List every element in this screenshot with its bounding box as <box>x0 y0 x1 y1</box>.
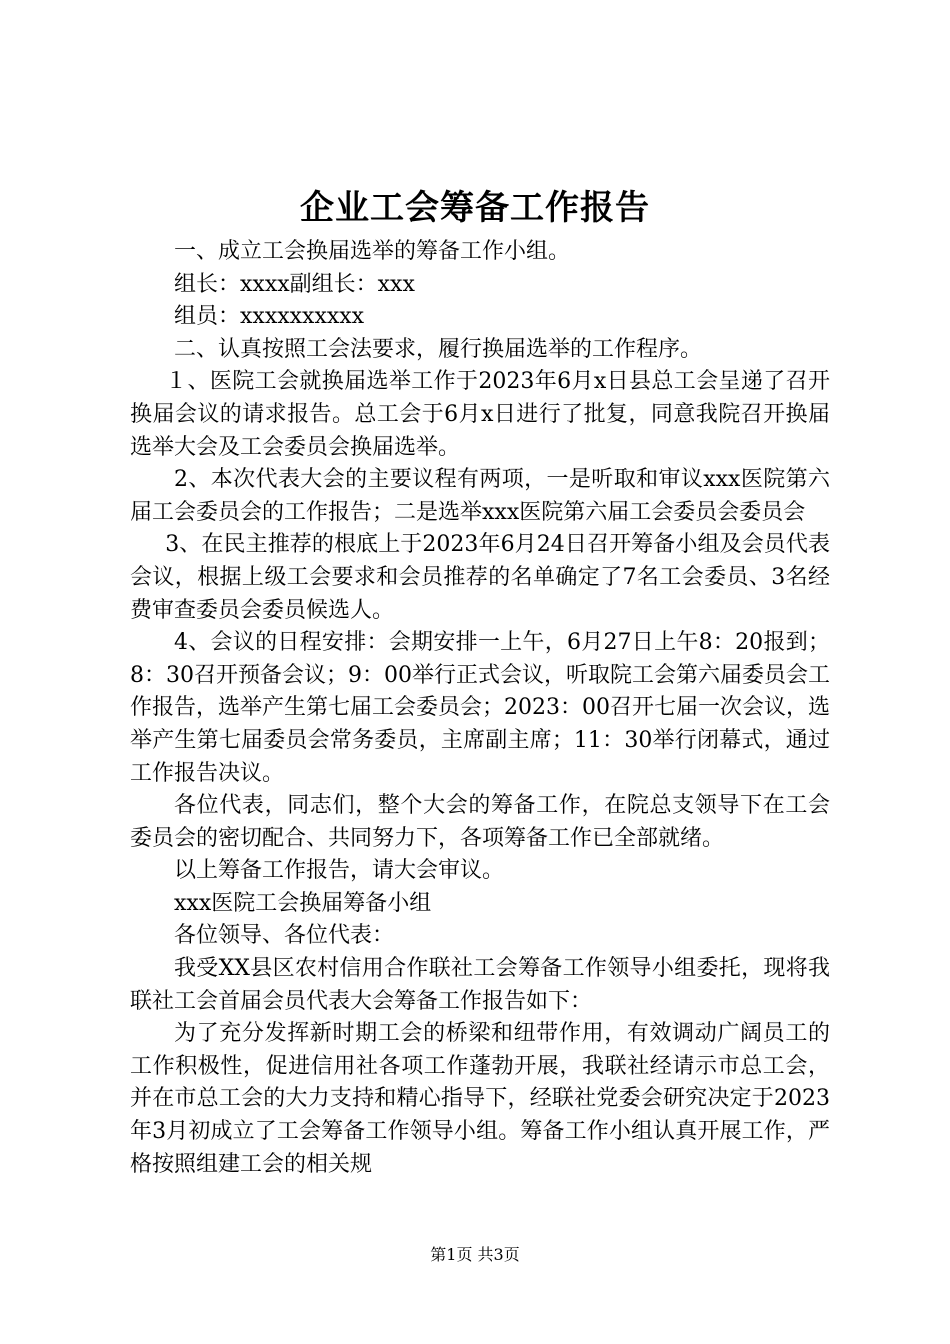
paragraph-group-members: 组员：xxxxxxxxxx <box>174 304 365 330</box>
document-title: 企业工会筹备工作报告 <box>300 188 650 228</box>
paragraph-item-3: 3、在民主推荐的根底上于2023年6月24日召开筹备小组及会员代表会议，根据上级工会要求和会员推荐的名单确定了7名工会委员、3名经费审查委员会委员候选人。 <box>130 532 830 623</box>
page-footer: 第1页 共3页 <box>430 1245 520 1264</box>
paragraph-review-request: 以上筹备工作报告，请大会审议。 <box>174 858 505 884</box>
paragraph-group-leaders: 组长：xxxx副组长：xxx <box>174 271 415 297</box>
paragraph-delegates: 各位代表，同志们，整个大会的筹备工作，在院总支领导下在工会委员会的密切配合、共同努力下，各项筹备工作已全部就绪。 <box>130 793 830 851</box>
paragraph-section-two: 二、认真按照工会法要求，履行换届选举的工作程序。 <box>174 336 703 362</box>
paragraph-signature: xxx医院工会换届筹备小组 <box>174 890 432 916</box>
paragraph-section-one: 一、成立工会换届选举的筹备工作小组。 <box>174 239 571 264</box>
paragraph-greeting: 各位领导、各位代表： <box>174 923 395 949</box>
paragraph-commission: 我受XX县区农村信用合作联社工会筹备工作领导小组委托，现将我联社工会首届会员代表大会筹备工作报告如下： <box>130 956 830 1014</box>
paragraph-item-2: 2、本次代表大会的主要议程有两项，一是听取和审议xxx医院第六届工会委员会的工作报告；二是选举xxx医院第六届工会委员会委员会 <box>130 467 830 525</box>
document-body <box>130 236 830 1181</box>
paragraph-item-4: 4、会议的日程安排：会期安排一上午，6月27日上午8：20报到；8：30召开预备会议；9：00举行正式会议，听取院工会第六届委员会工作报告，选举产生第七届工会委员会；2023：00召开七届一次会议，选举产生第七届委员会常务委员，主席副主席；11：30举行闭幕式，通过工作报告决议。 <box>130 630 830 786</box>
paragraph-item-1: １、医院工会就换届选举工作于2023年6月x日县总工会呈递了召开换届会议的请求报告。总工会于6月x日进行了批复，同意我院召开换届选举大会及工会委员会换届选举。 <box>130 369 830 460</box>
paragraph-background: 为了充分发挥新时期工会的桥梁和纽带作用，有效调动广阔员工的工作积极性，促进信用社各项工作蓬勃开展，我联社经请示市总工会，并在市总工会的大力支持和精心指导下，经联社党委会研究决定于2023年3月初成立了工会筹备工作领导小组。筹备工作小组认真开展工作，严格按照组建工会的相关规 <box>130 1021 830 1177</box>
